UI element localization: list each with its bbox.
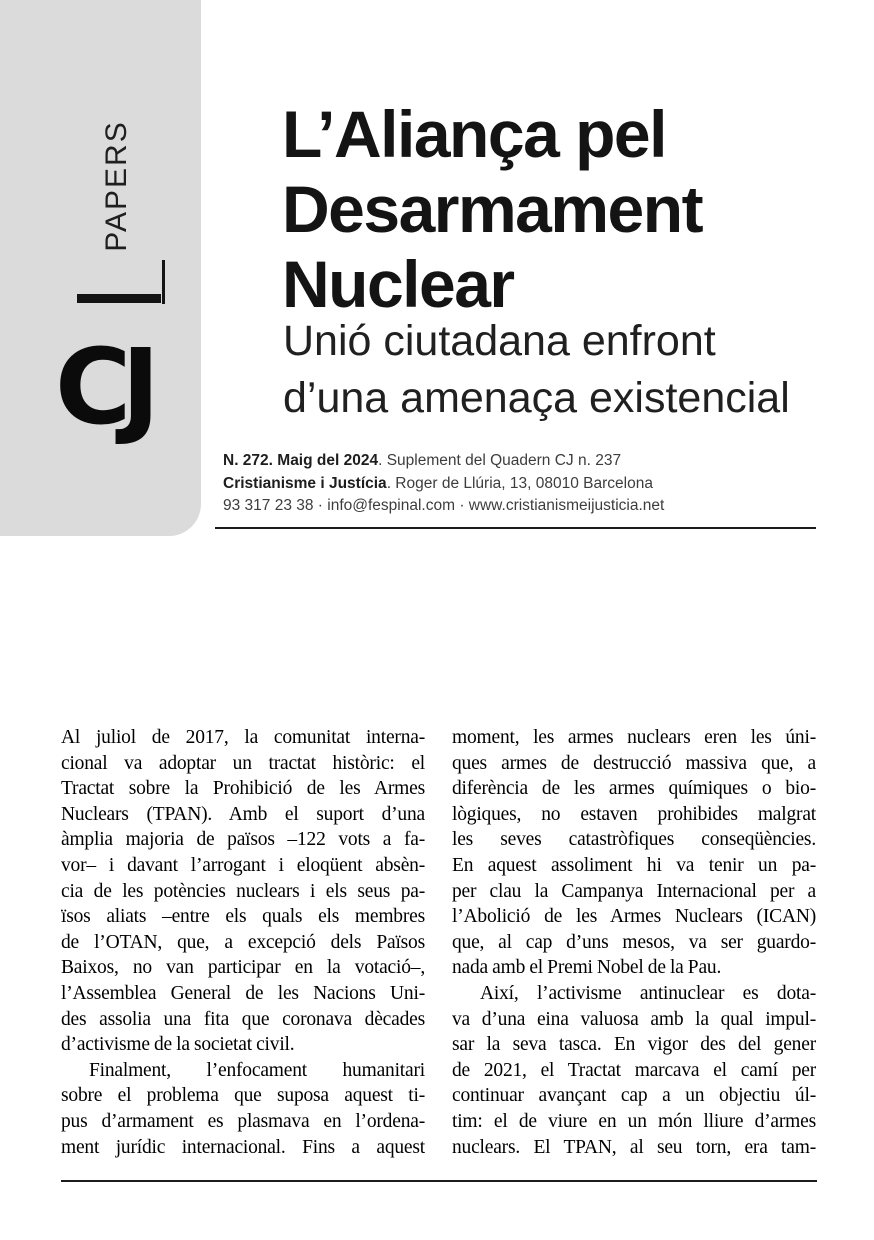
body-text-line: vor– i davant l’arrogant i eloqüent absèn- xyxy=(61,854,425,876)
logo-pipe xyxy=(162,260,165,304)
footer-divider-rule xyxy=(61,1180,817,1182)
body-text-line: sar la seva tasca. En vigor des del gener xyxy=(452,1034,816,1056)
publisher-line xyxy=(223,473,664,496)
body-text-line: diferència de les armes químiques o bio- xyxy=(452,778,816,800)
body-text-line: pus d’armament es plasmava en l’ordena- xyxy=(61,1110,425,1132)
body-text-line: Tractat sobre la Prohibició de les Armes xyxy=(61,778,425,800)
body-text-line: tim: el de viure en un món lliure d’armes xyxy=(452,1110,816,1132)
body-text-line: Baixos, no van participar en la votació–, xyxy=(61,957,425,979)
body-text-line: ïsos aliats –entre els quals els membres xyxy=(61,906,425,928)
publisher-name: Cristianisme i Justícia xyxy=(223,474,387,492)
body-text-line: les seves catastròfiques conseqüències. xyxy=(452,829,816,851)
logo-dash xyxy=(77,294,161,303)
papers-vertical-label: PAPERS xyxy=(100,120,133,252)
issue-line xyxy=(223,450,664,473)
body-text-line: cional va adoptar un tractat històric: el xyxy=(61,752,425,774)
page-title xyxy=(282,97,702,322)
article-body xyxy=(61,725,816,1160)
issue-supplement: . Suplement del Quadern CJ n. 237 xyxy=(378,452,622,469)
body-text-line: ques armes de destrucció massiva que, a xyxy=(452,752,816,774)
body-text-line: nuclears. El TPAN, al seu torn, era tam- xyxy=(452,1136,816,1158)
body-text-line: Finalment, l’enfocament humanitari xyxy=(89,1059,425,1081)
body-text-line: per clau la Campanya Internacional per a xyxy=(452,880,816,902)
body-text-line: l’Assemblea General de les Nacions Uni- xyxy=(61,982,425,1004)
body-text-line: cia de les potències nuclears i els seus pa- xyxy=(61,880,425,902)
body-text-line: Nuclears (TPAN). Amb el suport d’una xyxy=(61,803,425,825)
body-text-line: l’Abolició de les Armes Nuclears (ICAN) xyxy=(452,906,816,928)
body-text-line: Així, l’activisme antinuclear es dota- xyxy=(480,982,816,1004)
body-text-line: moment, les armes nuclears eren les úni- xyxy=(452,727,816,748)
body-text-line: d’activisme de la societat civil. xyxy=(61,1034,295,1056)
body-column-2 xyxy=(452,725,816,1160)
issue-number: N. 272. Maig del 2024 xyxy=(223,452,379,469)
page-subtitle xyxy=(283,313,790,427)
issue-info-block xyxy=(223,450,664,518)
body-text-line: de l’OTAN, que, a excepció dels Països xyxy=(61,931,425,953)
body-text-line: de 2021, el Tractat marcava el camí per xyxy=(452,1059,816,1081)
body-text-line: Al juliol de 2017, la comunitat interna- xyxy=(61,727,425,748)
body-text-line: nada amb el Premi Nobel de la Pau. xyxy=(452,957,722,979)
body-text-line: sobre el problema que suposa aquest ti- xyxy=(61,1085,425,1107)
cj-logo: CJ xyxy=(55,326,151,448)
body-column-1 xyxy=(61,725,425,1160)
title-line-1: L’Aliança pel xyxy=(282,97,666,171)
subtitle-line-1: Unió ciutadana enfront xyxy=(283,317,716,365)
papers-side-panel xyxy=(0,0,201,536)
title-line-3: Nuclear xyxy=(282,247,514,321)
body-text-line: va d’una eina valuosa amb la qual impul- xyxy=(452,1008,816,1030)
subtitle-line-2: d’una amenaça existencial xyxy=(283,374,790,422)
masthead-divider-rule xyxy=(215,527,816,529)
body-text-line: des assolia una fita que coronava dècades xyxy=(61,1008,425,1030)
body-text-line: lògiques, no estaven prohibides malgrat xyxy=(452,803,816,825)
body-text-line: que, al cap d’uns mesos, va ser guardo- xyxy=(452,931,816,953)
body-text-line: ment jurídic internacional. Fins a aquest xyxy=(61,1136,425,1158)
title-line-2: Desarmament xyxy=(282,172,703,246)
contact-line: 93 317 23 38 · info@fespinal.com · www.cristianismeijusticia.net xyxy=(223,497,665,514)
body-text-line: En aquest assoliment hi va tenir un pa- xyxy=(452,854,816,876)
body-text-line: àmplia majoria de països –122 vots a fa- xyxy=(61,829,425,851)
body-text-line: continuar avançant cap a un objectiu úl- xyxy=(452,1085,816,1107)
publisher-address: . Roger de Llúria, 13, 08010 Barcelona xyxy=(386,474,653,492)
